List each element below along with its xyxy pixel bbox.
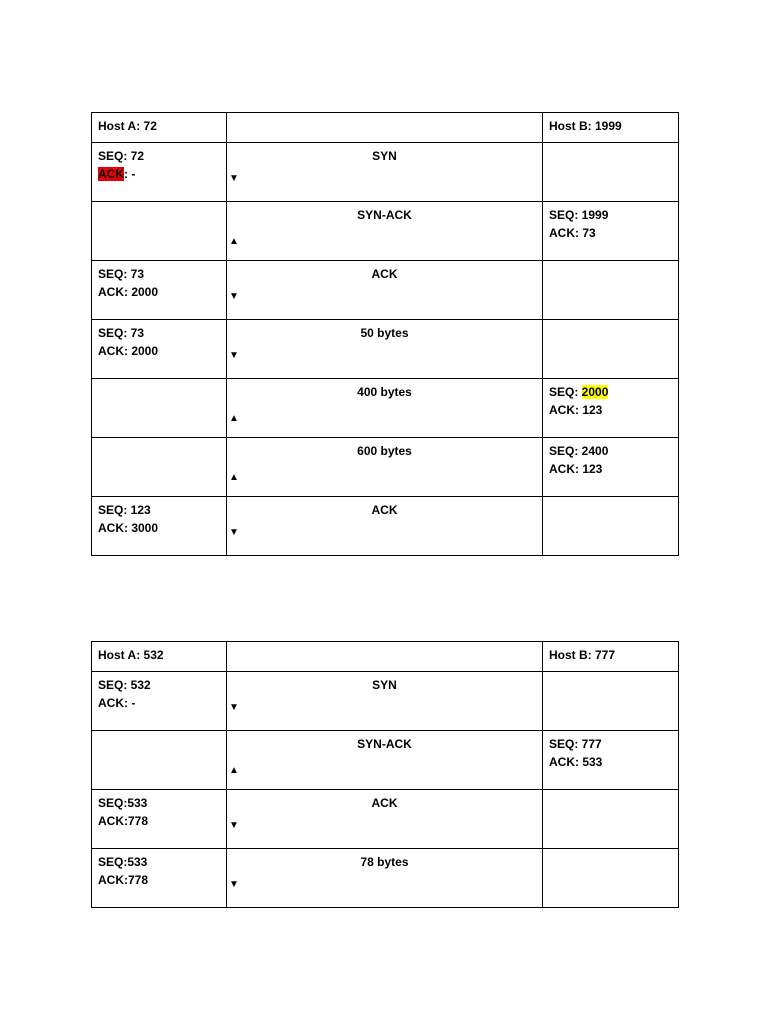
- message-label: ACK: [371, 796, 398, 810]
- host-a-ack: ACK: 2000: [98, 344, 159, 358]
- message-label: SYN-ACK: [357, 737, 412, 751]
- message-label: 78 bytes: [360, 855, 409, 869]
- arrow-down-icon: ▼: [229, 879, 239, 890]
- message-cell: [227, 320, 543, 379]
- arrow-down-icon: ▼: [229, 527, 239, 538]
- host-a-cell: [92, 497, 227, 556]
- host-b-ack: ACK: 123: [549, 462, 603, 476]
- arrow-down-icon: ▼: [229, 173, 239, 184]
- message-label: ACK: [371, 503, 398, 517]
- host-a-header-cell: [92, 642, 227, 672]
- arrow-down-icon: ▼: [229, 291, 239, 302]
- host-a-cell: [92, 790, 227, 849]
- arrow-up-icon: ▲: [229, 236, 239, 247]
- host-a-cell: [92, 672, 227, 731]
- table-header-row: [92, 113, 679, 143]
- host-a-cell: [92, 731, 227, 790]
- host-b-header: Host B: 777: [549, 648, 616, 662]
- host-b-cell: [543, 497, 679, 556]
- middle-header: [227, 642, 542, 646]
- arrow-up-icon: ▲: [229, 765, 239, 776]
- host-b-cell: [543, 438, 679, 497]
- host-b-ack: ACK: 123: [549, 403, 603, 417]
- host-a-header-cell: [92, 113, 227, 143]
- host-b-cell: [543, 202, 679, 261]
- host-b-ack: ACK: 533: [549, 755, 603, 769]
- host-b-seq: SEQ: 1999: [549, 208, 609, 222]
- host-a-seq: SEQ: 73: [98, 326, 145, 340]
- message-label: 50 bytes: [360, 326, 409, 340]
- arrow-up-icon: ▲: [229, 472, 239, 483]
- host-b-header-cell: [543, 642, 679, 672]
- host-a-ack-value: : -: [124, 167, 136, 181]
- host-a-cell: [92, 438, 227, 497]
- message-cell: [227, 672, 543, 731]
- host-b-cell: [543, 731, 679, 790]
- host-a-header: Host A: 72: [98, 119, 157, 133]
- host-b-cell: [543, 143, 679, 202]
- host-a-cell: [92, 261, 227, 320]
- message-cell: [227, 261, 543, 320]
- arrow-down-icon: ▼: [229, 820, 239, 831]
- host-a-ack: ACK: -: [98, 696, 136, 710]
- host-a-cell: [92, 849, 227, 908]
- highlighted-ack-label: ACK: [98, 167, 124, 181]
- host-a-seq: SEQ:533: [98, 855, 148, 869]
- arrow-down-icon: ▼: [229, 350, 239, 361]
- table-header-row: [92, 642, 679, 672]
- table-row: [92, 202, 679, 261]
- message-cell: [227, 202, 543, 261]
- host-b-seq-label: SEQ:: [549, 385, 582, 399]
- host-b-cell: [543, 320, 679, 379]
- table-row: [92, 438, 679, 497]
- host-a-ack: [98, 165, 226, 183]
- middle-header: [227, 113, 542, 117]
- host-a-seq: SEQ: 532: [98, 678, 151, 692]
- host-a-ack: ACK: 2000: [98, 285, 159, 299]
- host-a-seq: SEQ: 73: [98, 267, 145, 281]
- host-a-cell: [92, 202, 227, 261]
- middle-header-cell: [227, 113, 543, 143]
- host-b-cell: [543, 790, 679, 849]
- arrow-down-icon: ▼: [229, 702, 239, 713]
- host-b-cell: [543, 849, 679, 908]
- message-cell: [227, 379, 543, 438]
- table-row: [92, 320, 679, 379]
- host-a-ack: ACK: 3000: [98, 521, 159, 535]
- message-cell: [227, 497, 543, 556]
- host-b-seq: [549, 383, 678, 401]
- table-row: [92, 731, 679, 790]
- table-row: [92, 261, 679, 320]
- handshake-table-1: [91, 112, 679, 556]
- host-b-cell: [543, 261, 679, 320]
- host-a-seq: SEQ: 123: [98, 503, 151, 517]
- table-row: [92, 849, 679, 908]
- host-a-cell: [92, 379, 227, 438]
- host-b-header-cell: [543, 113, 679, 143]
- host-b-header: Host B: 1999: [549, 119, 622, 133]
- host-a-header: Host A: 532: [98, 648, 164, 662]
- host-b-seq: SEQ: 2400: [549, 444, 609, 458]
- host-b-cell: [543, 379, 679, 438]
- message-label: ACK: [371, 267, 398, 281]
- host-a-ack: ACK:778: [98, 873, 149, 887]
- highlighted-seq-value: 2000: [581, 385, 609, 399]
- host-b-cell: [543, 672, 679, 731]
- table-row: [92, 497, 679, 556]
- message-cell: [227, 849, 543, 908]
- table-row: [92, 790, 679, 849]
- message-cell: [227, 731, 543, 790]
- message-label: 400 bytes: [357, 385, 412, 399]
- host-b-ack: ACK: 73: [549, 226, 596, 240]
- message-label: SYN-ACK: [357, 208, 412, 222]
- arrow-up-icon: ▲: [229, 413, 239, 424]
- message-label: SYN: [372, 678, 397, 692]
- message-label: SYN: [372, 149, 397, 163]
- host-a-cell: [92, 320, 227, 379]
- host-b-seq: SEQ: 777: [549, 737, 602, 751]
- message-cell: [227, 790, 543, 849]
- middle-header-cell: [227, 642, 543, 672]
- message-cell: [227, 438, 543, 497]
- host-a-seq: SEQ:533: [98, 796, 148, 810]
- handshake-table-2: [91, 641, 679, 908]
- table-row: [92, 379, 679, 438]
- message-cell: [227, 143, 543, 202]
- table-row: [92, 143, 679, 202]
- host-a-seq: SEQ: 72: [98, 149, 145, 163]
- message-label: 600 bytes: [357, 444, 412, 458]
- table-row: [92, 672, 679, 731]
- host-a-cell: [92, 143, 227, 202]
- host-a-ack: ACK:778: [98, 814, 149, 828]
